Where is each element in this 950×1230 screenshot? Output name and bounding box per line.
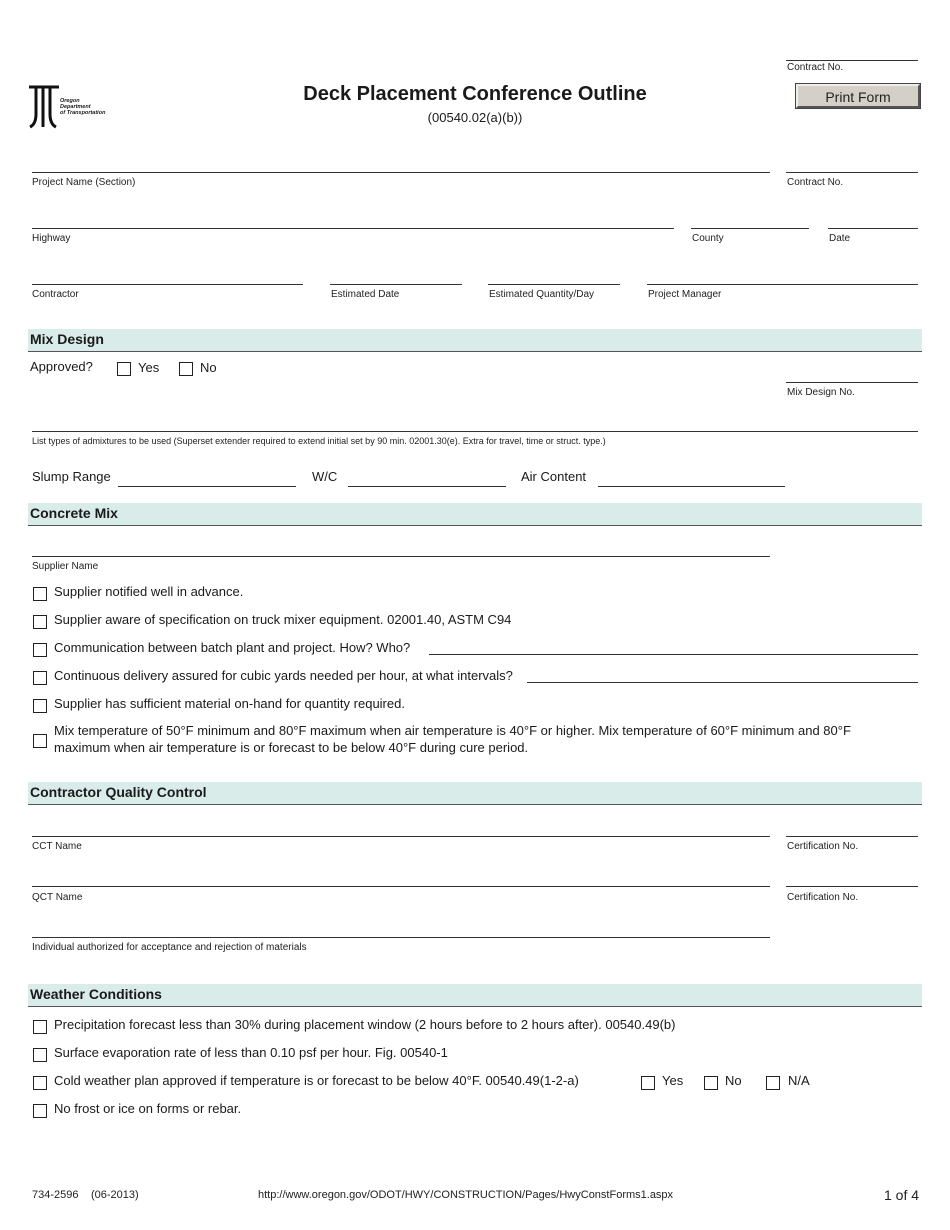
cold-weather-yes-checkbox[interactable] <box>641 1076 655 1090</box>
county-input[interactable] <box>691 228 809 229</box>
page-number: 1 of 4 <box>884 1187 920 1203</box>
cold-weather-no-checkbox[interactable] <box>704 1076 718 1090</box>
contractor-input[interactable] <box>32 284 303 285</box>
mix-design-no-input[interactable] <box>786 382 918 383</box>
project-name-label: Project Name (Section) <box>32 177 136 188</box>
cold-weather-na-label: N/A <box>788 1073 810 1088</box>
sufficient-material-checkbox[interactable] <box>33 699 47 713</box>
cct-cert-label: Certification No. <box>787 841 859 852</box>
mix-design-section-header: Mix Design <box>28 329 922 352</box>
page-title: Deck Placement Conference Outline <box>303 83 647 105</box>
concrete-mix-section-header: Concrete Mix <box>28 503 922 526</box>
weather-section-header: Weather Conditions <box>28 984 922 1007</box>
cold-weather-no-label: No <box>725 1073 742 1088</box>
contract-no-input[interactable] <box>786 172 918 173</box>
quality-control-section-header: Contractor Quality Control <box>28 782 922 805</box>
approved-label: Approved? <box>30 359 93 374</box>
mix-design-no-label: Mix Design No. <box>787 387 855 398</box>
cct-cert-input[interactable] <box>786 836 918 837</box>
communication-checkbox[interactable] <box>33 643 47 657</box>
estimated-date-input[interactable] <box>330 284 462 285</box>
project-manager-input[interactable] <box>647 284 918 285</box>
page-subtitle: (00540.02(a)(b)) <box>427 110 523 125</box>
cct-name-label: CCT Name <box>32 841 82 852</box>
wc-label: W/C <box>312 469 338 484</box>
supplier-aware-checkbox[interactable] <box>33 615 47 629</box>
cold-weather-yes-label: Yes <box>662 1073 684 1088</box>
date-input[interactable] <box>828 228 918 229</box>
continuous-delivery-input[interactable] <box>527 682 918 683</box>
wc-input[interactable] <box>348 486 506 487</box>
supplier-notified-label: Supplier notified well in advance. <box>54 584 244 599</box>
qct-name-input[interactable] <box>32 886 770 887</box>
mix-temperature-label-line2: maximum when air temperature is or forecast to be below 40°F during cure period. <box>54 740 529 755</box>
mix-temperature-label-line1: Mix temperature of 50°F minimum and 80°F maximum when air temperature is 40°F or higher. Mix temperature of 60°F minimum and 80°F <box>54 723 851 738</box>
footer-url: http://www.oregon.gov/ODOT/HWY/CONSTRUCTION/Pages/HwyConstForms1.aspx <box>258 1189 674 1201</box>
qct-cert-input[interactable] <box>786 886 918 887</box>
evaporation-checkbox[interactable] <box>33 1048 47 1062</box>
approved-no-checkbox[interactable] <box>179 362 193 376</box>
form-number: 734-2596 <box>32 1189 79 1201</box>
air-content-label: Air Content <box>521 469 587 484</box>
approved-no-label: No <box>200 360 217 375</box>
supplier-aware-label: Supplier aware of specification on truck mixer equipment. 02001.40, ASTM C94 <box>54 612 512 627</box>
supplier-name-input[interactable] <box>32 556 770 557</box>
admixtures-label: List types of admixtures to be used (Superset extender required to extend initial set by 90 min. 02001.30(e). Extra for travel, time or struct. type.) <box>32 436 606 446</box>
precipitation-checkbox[interactable] <box>33 1020 47 1034</box>
project-name-input[interactable] <box>32 172 770 173</box>
precipitation-label: Precipitation forecast less than 30% during placement window (2 hours before to 2 hours after). 00540.49(b) <box>54 1017 676 1032</box>
communication-input[interactable] <box>429 654 918 655</box>
qct-name-label: QCT Name <box>32 892 83 903</box>
form-revision: (06-2013) <box>91 1189 139 1201</box>
cold-weather-na-checkbox[interactable] <box>766 1076 780 1090</box>
qct-cert-label: Certification No. <box>787 892 859 903</box>
communication-label: Communication between batch plant and project. How? Who? <box>54 640 411 655</box>
project-manager-label: Project Manager <box>648 289 722 300</box>
cct-name-input[interactable] <box>32 836 770 837</box>
no-frost-label: No frost or ice on forms or rebar. <box>54 1101 242 1116</box>
estimated-quantity-input[interactable] <box>488 284 620 285</box>
supplier-notified-checkbox[interactable] <box>33 587 47 601</box>
top-contract-no-label: Contract No. <box>787 62 844 73</box>
cold-weather-label: Cold weather plan approved if temperature is or forecast to be below 40°F. 00540.49(1-2-a) <box>54 1073 579 1088</box>
date-label: Date <box>829 233 851 244</box>
continuous-delivery-checkbox[interactable] <box>33 671 47 685</box>
approved-yes-checkbox[interactable] <box>117 362 131 376</box>
authorized-individual-input[interactable] <box>32 937 770 938</box>
print-form-button[interactable]: Print Form <box>796 84 920 108</box>
slump-range-input[interactable] <box>118 486 296 487</box>
county-label: County <box>692 233 724 244</box>
mix-temperature-checkbox[interactable] <box>33 734 47 748</box>
authorized-individual-label: Individual authorized for acceptance and rejection of materials <box>32 942 307 953</box>
admixtures-input[interactable] <box>32 431 918 432</box>
sufficient-material-label: Supplier has sufficient material on-hand for quantity required. <box>54 696 405 711</box>
no-frost-checkbox[interactable] <box>33 1104 47 1118</box>
top-contract-no-input[interactable] <box>786 60 918 61</box>
estimated-quantity-label: Estimated Quantity/Day <box>489 289 595 300</box>
estimated-date-label: Estimated Date <box>331 289 400 300</box>
air-content-input[interactable] <box>598 486 785 487</box>
slump-range-label: Slump Range <box>32 469 111 484</box>
supplier-name-label: Supplier Name <box>32 561 99 572</box>
continuous-delivery-label: Continuous delivery assured for cubic yards needed per hour, at what intervals? <box>54 668 513 683</box>
cold-weather-checkbox[interactable] <box>33 1076 47 1090</box>
evaporation-label: Surface evaporation rate of less than 0.10 psf per hour. Fig. 00540-1 <box>54 1045 448 1060</box>
logo-text: Oregon Department of Transportation <box>60 98 106 116</box>
highway-input[interactable] <box>32 228 674 229</box>
contractor-label: Contractor <box>32 289 79 300</box>
approved-yes-label: Yes <box>138 360 160 375</box>
contract-no-label: Contract No. <box>787 177 844 188</box>
highway-label: Highway <box>32 233 71 244</box>
